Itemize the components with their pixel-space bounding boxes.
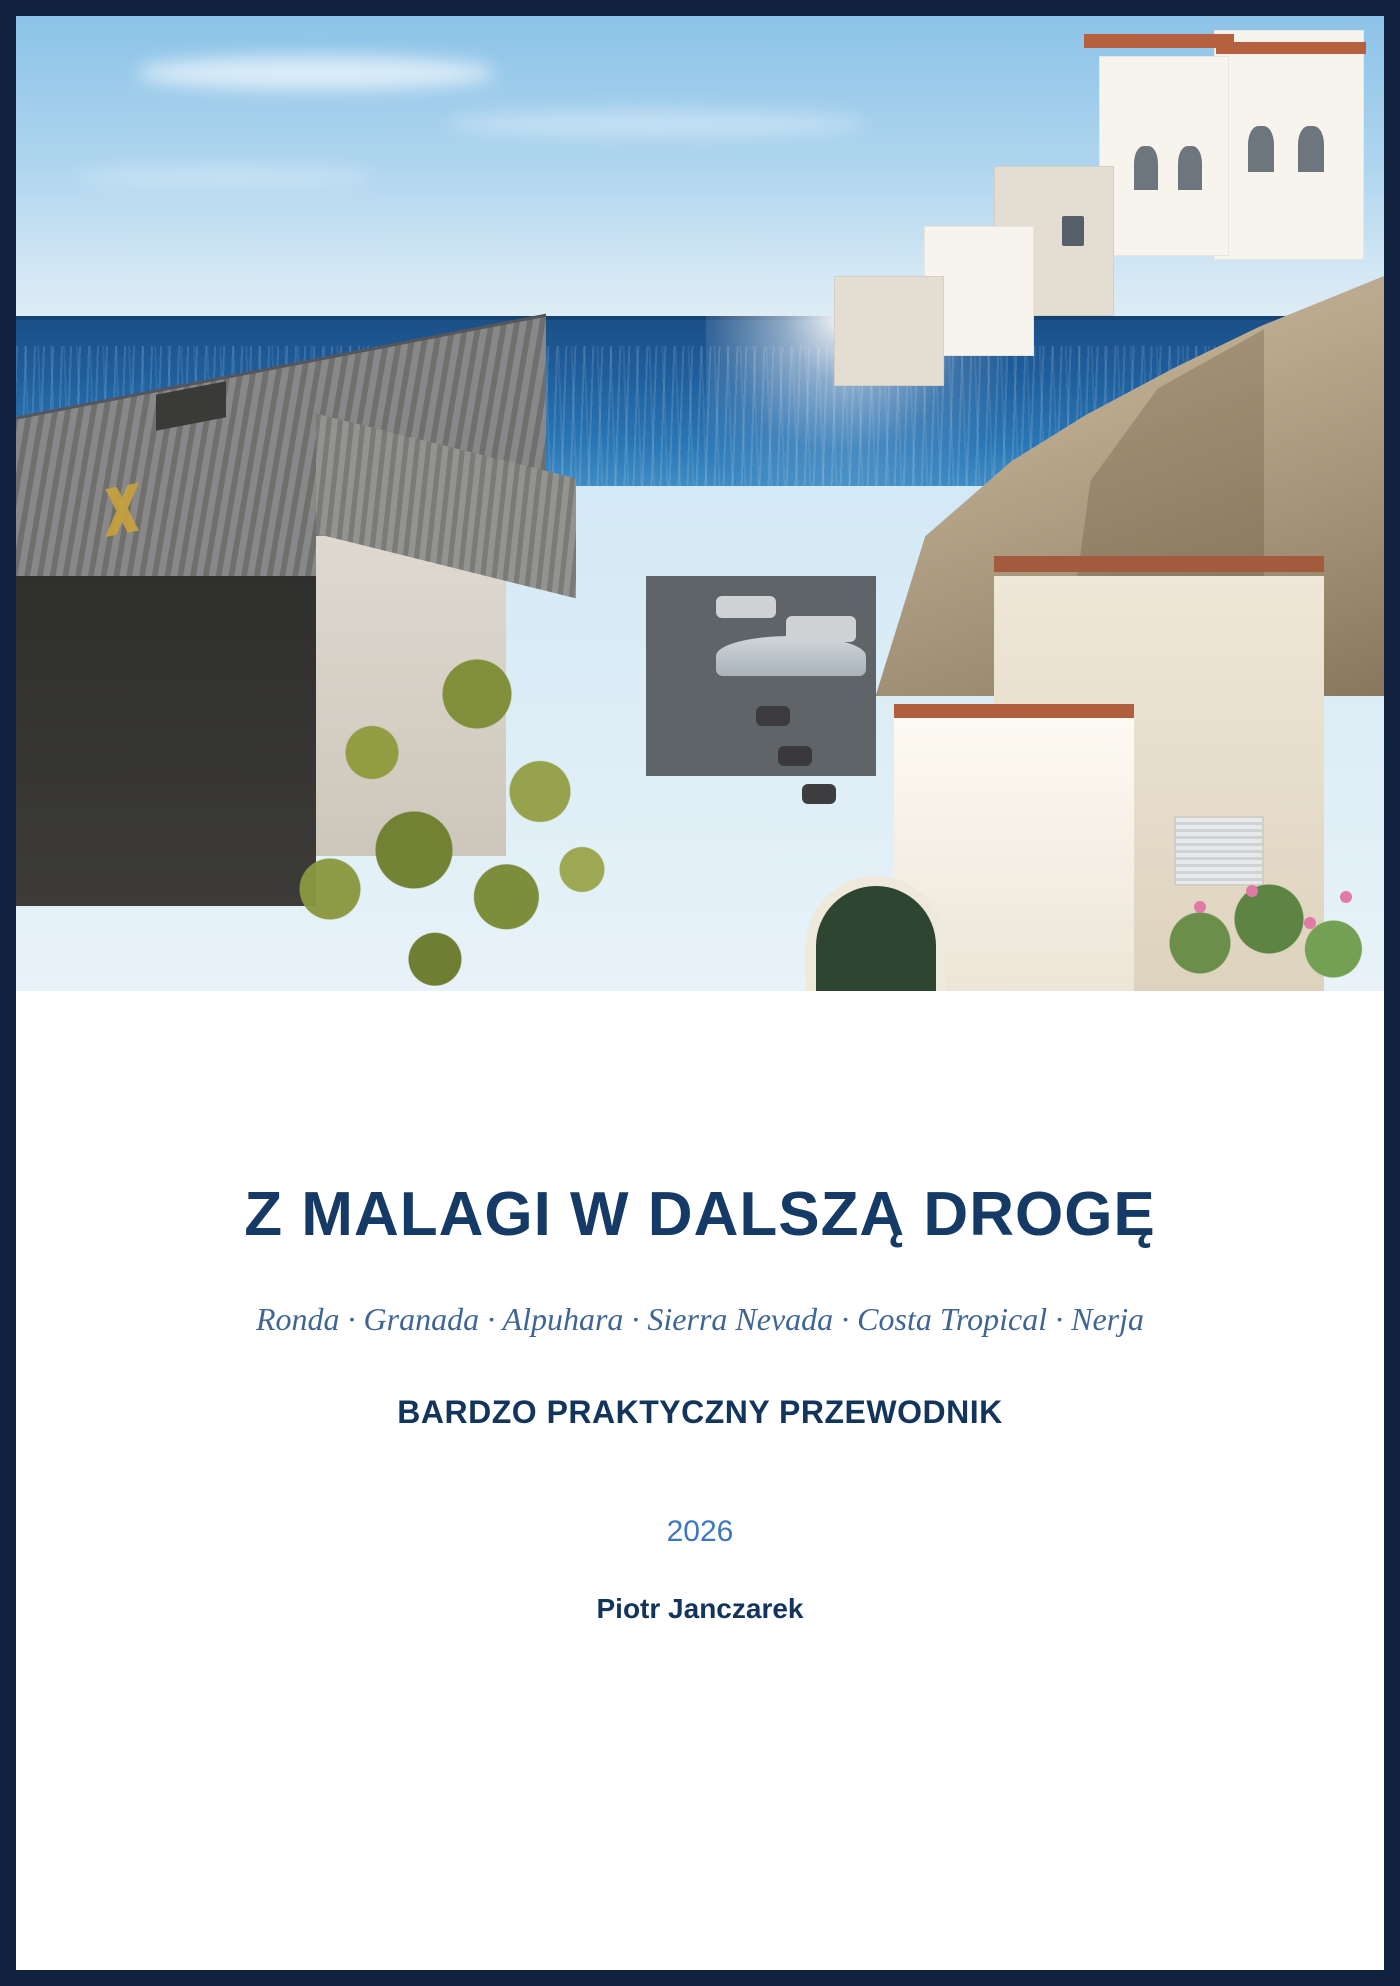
motorcycle xyxy=(778,746,812,766)
cloud-icon xyxy=(76,166,376,186)
roof xyxy=(1216,42,1366,54)
flower-bush xyxy=(1154,871,1384,991)
car xyxy=(786,616,856,642)
motorcycle xyxy=(756,706,790,726)
flower-icon xyxy=(1246,885,1258,897)
car xyxy=(716,596,776,618)
cloud-icon xyxy=(446,111,866,137)
window xyxy=(1178,146,1202,190)
publication-year: 2026 xyxy=(666,1515,734,1549)
roof xyxy=(894,704,1134,718)
flower-icon xyxy=(1194,901,1206,913)
cover-photo xyxy=(16,16,1384,991)
roof xyxy=(1084,34,1234,48)
page-title: Z MALAGI W DALSZĄ DROGĘ xyxy=(244,1180,1156,1249)
flower-icon xyxy=(1340,891,1352,903)
hillside-building xyxy=(1214,30,1364,260)
tree xyxy=(246,616,666,991)
hillside-building xyxy=(834,276,944,386)
hillside-building xyxy=(1099,56,1229,256)
awning xyxy=(716,636,866,676)
window xyxy=(1248,126,1274,172)
author-name: Piotr Janczarek xyxy=(596,1593,804,1625)
cover-inner-panel xyxy=(16,16,1384,1970)
tagline: BARDZO PRAKTYCZNY PRZEWODNIK xyxy=(397,1394,1003,1431)
cover-text-block xyxy=(16,991,1384,1970)
window xyxy=(1062,216,1084,246)
subtitle-route-list: Ronda · Granada · Alpuhara · Sierra Nevada · Costa Tropical · Nerja xyxy=(255,1301,1145,1338)
horizon-line xyxy=(16,316,1384,320)
motorcycle xyxy=(802,784,836,804)
cloud-icon xyxy=(136,56,496,90)
flower-icon xyxy=(1304,917,1316,929)
roof xyxy=(994,556,1324,572)
window xyxy=(1134,146,1158,190)
window xyxy=(1298,126,1324,172)
